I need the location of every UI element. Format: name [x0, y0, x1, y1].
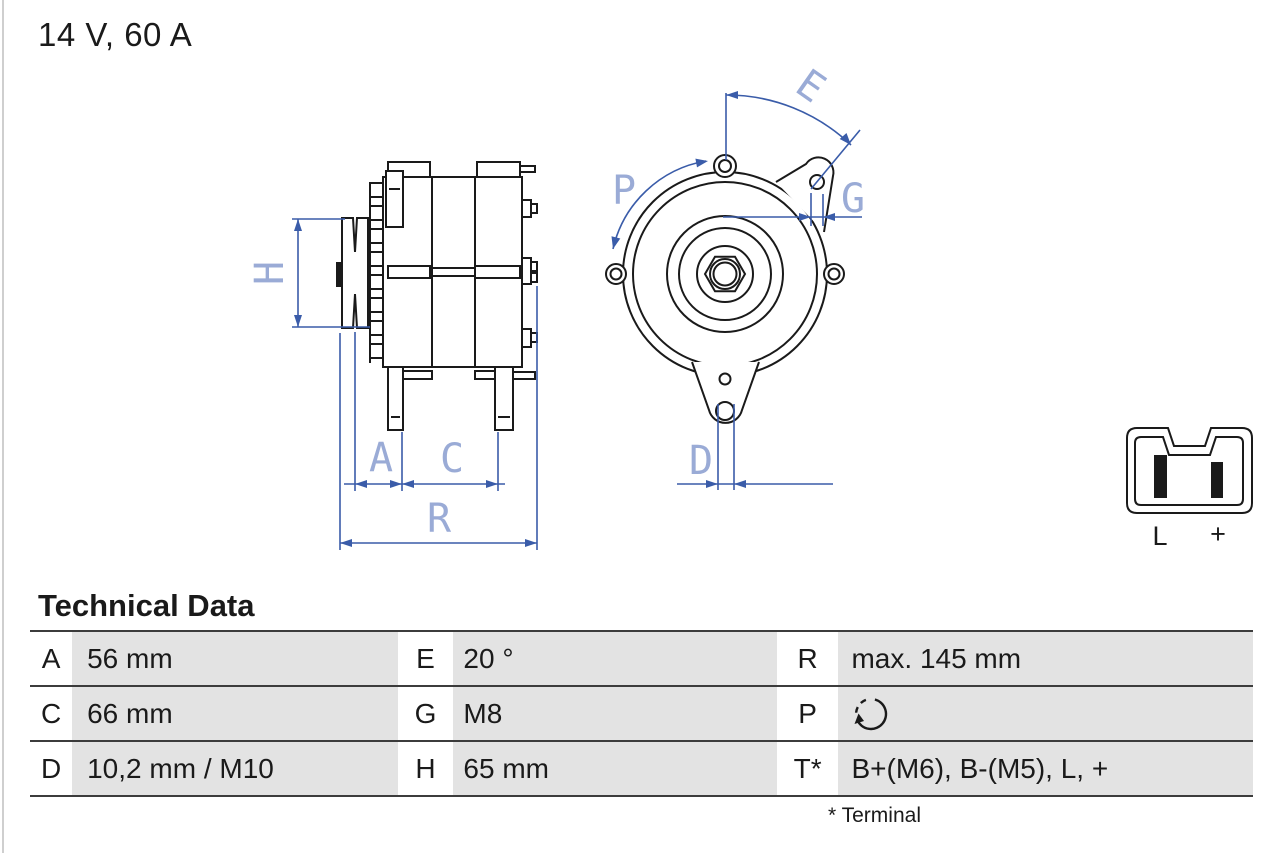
shaft-end	[336, 262, 342, 287]
dim-value-r: max. 145 mm	[838, 632, 1253, 685]
dim-label-d: D	[688, 438, 714, 484]
connector-pin-label-l: L	[1152, 521, 1168, 551]
table-row	[30, 632, 1253, 687]
dim-key-c: C	[30, 687, 72, 740]
connector-pin-l	[1154, 455, 1167, 498]
dim-value-c: 66 mm	[72, 687, 397, 740]
dim-label-a: A	[368, 435, 394, 481]
dim-value-p	[838, 687, 1253, 740]
table-row	[30, 742, 1253, 797]
dim-value-g: M8	[453, 687, 776, 740]
fan-blades	[370, 183, 383, 363]
dim-value-a: 56 mm	[72, 632, 397, 685]
table-row	[30, 687, 1253, 742]
dim-label-p: P	[611, 168, 637, 214]
side-view-drawing	[336, 162, 537, 430]
mounting-ear-top	[714, 155, 736, 177]
connector-diagram	[1127, 428, 1252, 551]
mounting-ear-right	[824, 264, 844, 284]
dim-key-r: R	[777, 632, 839, 685]
adjustment-ear	[776, 157, 833, 232]
dim-key-t: T*	[777, 742, 839, 795]
dim-value-t: B+(M6), B-(M5), L, +	[838, 742, 1253, 795]
terminal-footnote: * Terminal	[828, 804, 921, 827]
mounting-lug-bottom	[692, 362, 759, 423]
dim-key-a: A	[30, 632, 72, 685]
dim-label-g: G	[840, 176, 866, 222]
dim-key-h: H	[398, 742, 454, 795]
dim-label-r: R	[426, 496, 452, 542]
dim-value-e: 20 °	[453, 632, 776, 685]
mounting-ear-left	[606, 264, 626, 284]
dim-key-g: G	[398, 687, 454, 740]
alternator-housing-side	[383, 162, 537, 430]
shaft-nut	[697, 246, 753, 302]
dim-key-e: E	[398, 632, 454, 685]
connector-pin-plus	[1211, 462, 1223, 498]
technical-data-table	[30, 630, 1253, 797]
technical-data-title: Technical Data	[38, 588, 255, 623]
dim-label-e: E	[787, 60, 834, 113]
connector-pin-label-plus: +	[1210, 519, 1226, 549]
dim-label-c: C	[439, 436, 465, 482]
dim-key-p: P	[777, 687, 839, 740]
pulley-side	[336, 218, 368, 328]
voltage-amperage-rating: 14 V, 60 A	[38, 16, 193, 53]
dim-label-h: H	[247, 260, 293, 286]
dim-value-h: 65 mm	[453, 742, 776, 795]
rotation-direction-icon	[851, 693, 893, 735]
dim-value-d: 10,2 mm / M10	[72, 742, 397, 795]
dim-key-d: D	[30, 742, 72, 795]
